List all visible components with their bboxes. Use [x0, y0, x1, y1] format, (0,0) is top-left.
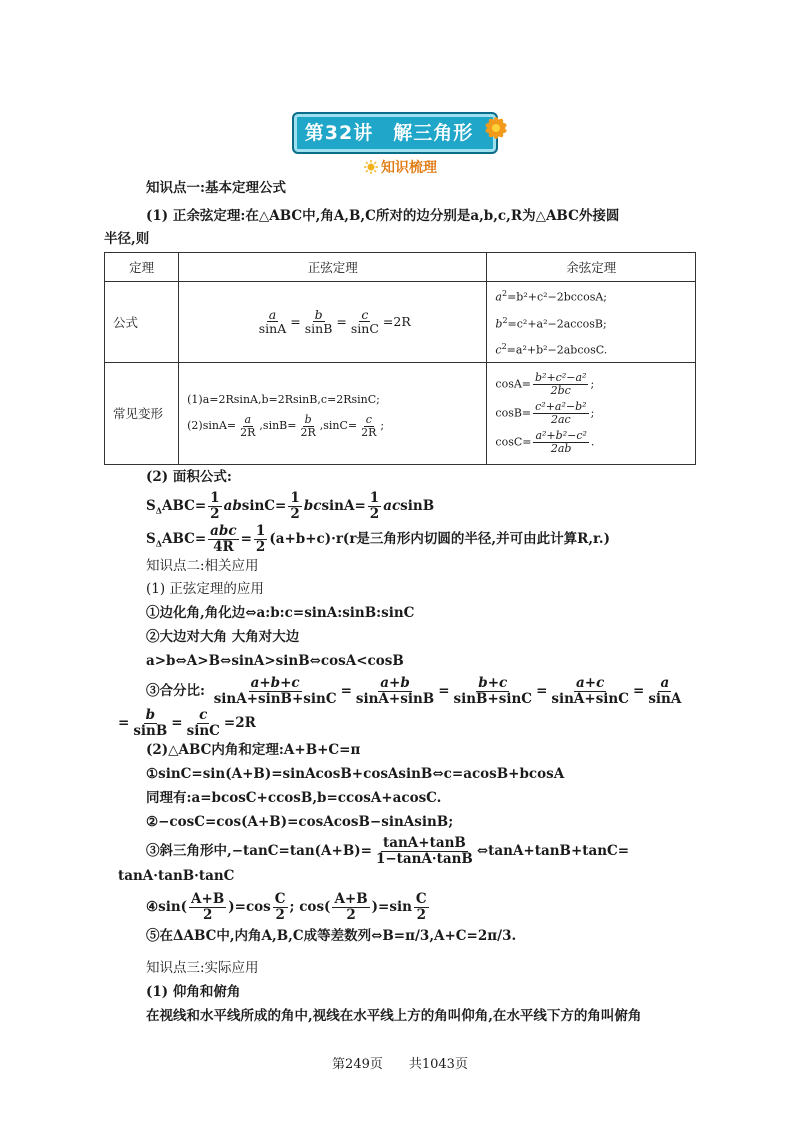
theorem-table [104, 252, 696, 465]
sun-icon [364, 160, 378, 174]
area-formula-1: $S_\Delta ABC=$ $\frac{1}{2}$ absinC= $\frac{1}{2}$ bcsinA= $\frac{1}{2}$ acsinB [146, 490, 435, 522]
cosine-variants: cosA= $\frac{\text{b²+c²−a²}}{2bc}$ ; cosB= $\frac{\text{c²+a²−b²}}{2ac}$ ; cosC= $\frac{\text{a²+b²−c²}}{2ab}$ . [487, 362, 696, 464]
kp2-point1: ①边化角,角化边⇔a:b:c=sinA:sinB:sinC [146, 605, 415, 621]
lecture-banner [292, 112, 498, 154]
kp2-q5: ⑤在ΔABC中,内角A,B,C成等差数列⇔B=π/3,A+C=2π/3. [146, 928, 517, 944]
kp2-q2: ②−cosC=cos(A+B)=cosAcosB−sinAsinB; [146, 814, 454, 830]
kp3-sub1: (1) 仰角和俯角 [146, 984, 241, 1000]
table-row [105, 362, 696, 464]
kp3-heading: 知识点三:实际应用 [146, 960, 259, 976]
kp2-q1: ①sinC=sin(A+B)=sinAcosB+cosAsinB⇔c=acosB+bcosA [146, 766, 565, 782]
table-header: 余弦定理 [487, 253, 696, 282]
page-footer: 第249页 共1043页 [332, 1057, 468, 1072]
kp3-line: 在视线和水平线所成的角中,视线在水平线上方的角叫仰角,在水平线下方的角叫俯角 [146, 1008, 642, 1024]
lecture-title: 第32讲 解三角形 [304, 122, 474, 144]
section-title: 知识梳理 [381, 160, 437, 176]
kp1-item1-line1: (1) 正余弦定理:在△ABC中,角A,B,C所对的边分别是a,b,c,R为△ABC外接圆 [146, 208, 620, 224]
kp2-q1b: 同理有:a=bcosC+ccosB,b=ccosA+acosC. [146, 790, 442, 806]
kp2-point4-cont: = $\frac{b}{\sin B}$ = $\frac{c}{\sin C}$ =2R [118, 707, 256, 739]
sine-variants: (1)a=2RsinA,b=2RsinB,c=2RsinC; (2)sinA= $\frac{a}{2R}$ ,sinB= $\frac{b}{2R}$ ,sinC= $\frac{c}{2R}$ ; [179, 362, 487, 464]
row-label: 公式 [105, 282, 179, 363]
kp1-heading: 知识点一:基本定理公式 [146, 180, 286, 196]
table-header: 定理 [105, 253, 179, 282]
area-heading: (2) 面积公式: [146, 469, 232, 485]
section-header [364, 156, 437, 178]
table-header-row [105, 253, 696, 282]
sine-law-formula: $\frac{a}{\sin A}$ = $\frac{b}{\sin B}$ = $\frac{c}{\sin C}$ =2R [179, 282, 487, 363]
kp2-q3: ③斜三角形中,−tanC=tan(A+B)= $\frac{\tan A+\tan B}{1-\tan A\cdot\tan B}$ ⇔tanA+tanB+tanC= [146, 835, 630, 867]
area-formula-2: $S_\Delta ABC=$ $\frac{\text{abc}}{4R}$ = $\frac{1}{2}$ (a+b+c)·r(r是三角形内切圆的半径,并可由此计算R,r.) [146, 523, 611, 555]
table-row [105, 282, 696, 363]
kp2-sub2: (2)△ABC内角和定理:A+B+C=π [146, 742, 361, 758]
kp2-sub1: (1) 正弦定理的应用 [146, 581, 264, 597]
row-label: 常见变形 [105, 362, 179, 464]
kp2-heading: 知识点二:相关应用 [146, 558, 259, 574]
cosine-law-formulas: $a^2=b^2+c^2-2bccosA$; $b^2=c^2+a^2-2accosB$; $c^2=a^2+b^2-2abcosC$. [487, 282, 696, 363]
kp2-q4: ④sin( $\frac{A+B}{2}$ )=cos $\frac{C}{2}$ ; cos( $\frac{A+B}{2}$ )=sin $\frac{C}{2}$ [146, 891, 427, 923]
kp2-point3: a>b⇔A>B⇔sinA>sinB⇔cosA<cosB [146, 653, 404, 669]
table-header: 正弦定理 [179, 253, 487, 282]
flower-icon [478, 110, 514, 146]
kp2-q3-cont: tanA·tanB·tanC [118, 868, 235, 884]
kp1-item1-line2: 半径,则 [104, 231, 150, 247]
kp2-point4: ③合分比: $\frac{a+b+c}{\sin A+\sin B+\sin C}$ = $\frac{a+b}{\sin A+\sin B}$ = $\frac{b+c}{\sin B+\sin C}$ = $\frac{a+c}{\sin A+\sin C}$ = $\frac{a}{\sin A}$ [146, 675, 682, 707]
kp2-point2: ②大边对大角 大角对大边 [146, 629, 300, 645]
